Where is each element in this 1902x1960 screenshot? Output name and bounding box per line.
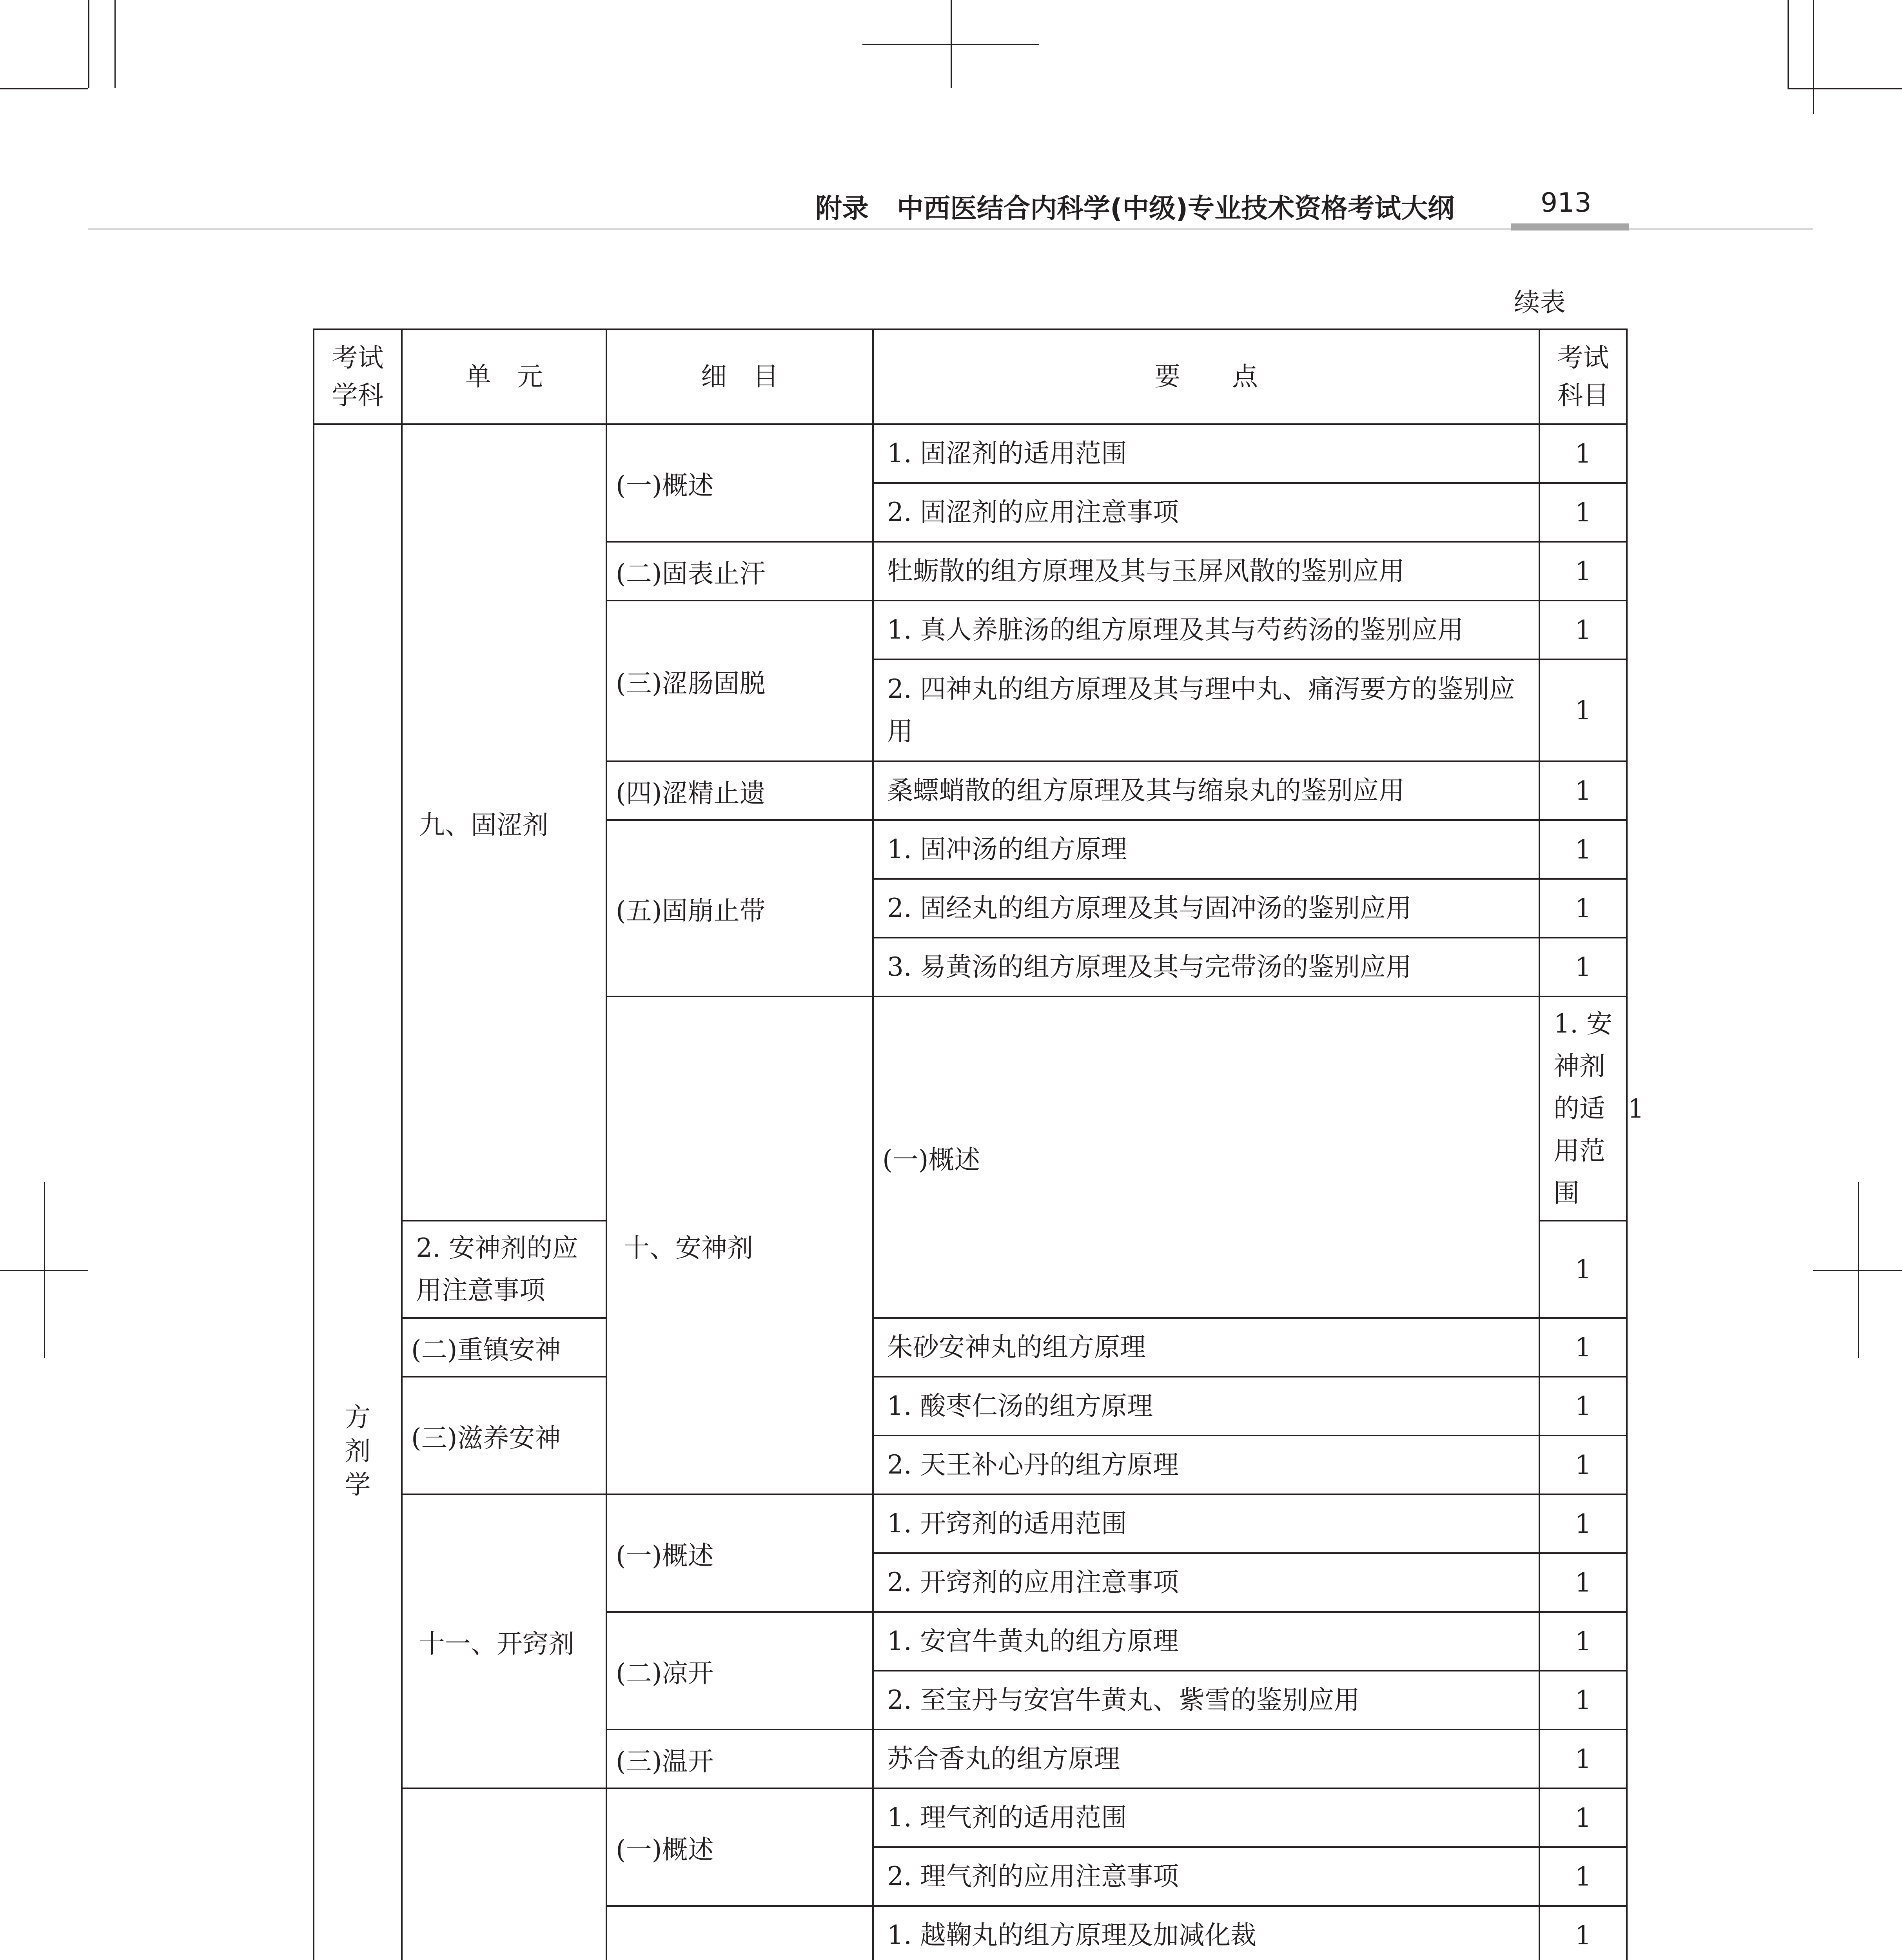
point-cell: 1. 安神剂的适用范围 <box>1539 996 1627 1221</box>
header-level: 考试科目 <box>1539 329 1627 424</box>
level-cell: 1 <box>1539 1377 1627 1436</box>
detail-cell: (五)固崩止带 <box>606 820 873 996</box>
point-cell: 2. 天王补心丹的组方原理 <box>873 1436 1539 1494</box>
level-cell: 1 <box>1539 879 1627 938</box>
unit-cell: 九、固涩剂 <box>402 424 606 1221</box>
header-rule-accent <box>1511 223 1629 230</box>
table-header-row <box>314 329 1627 424</box>
level-cell: 1 <box>1539 1553 1627 1612</box>
level-cell: 1 <box>1539 1494 1627 1553</box>
detail-cell: (四)涩精止遗 <box>606 761 873 820</box>
detail-cell: (二)凉开 <box>606 1612 873 1730</box>
level-cell: 1 <box>1539 761 1627 820</box>
detail-cell: (一)概述 <box>606 1788 873 1906</box>
level-cell: 1 <box>1539 1612 1627 1671</box>
subject-text: 方剂学 <box>345 1402 371 1500</box>
detail-cell: (二)固表止汗 <box>606 542 873 601</box>
book-title: 中西医结合内科学(中级)专业技术资格考试大纲 <box>897 193 1455 224</box>
continued-label: 续表 <box>1514 287 1566 318</box>
header-detail: 细 目 <box>606 329 873 424</box>
running-header <box>815 187 1454 225</box>
detail-cell: (一)概述 <box>873 996 1539 1318</box>
table-row <box>314 424 1627 483</box>
point-cell: 2. 固经丸的组方原理及其与固冲汤的鉴别应用 <box>873 879 1539 938</box>
unit-cell: 十、安神剂 <box>606 996 873 1494</box>
point-cell: 1. 酸枣仁汤的组方原理 <box>873 1377 1539 1436</box>
level-cell: 1 <box>1539 1906 1627 1960</box>
detail-cell: (三)涩肠固脱 <box>606 601 873 761</box>
point-cell: 2. 开窍剂的应用注意事项 <box>873 1553 1539 1612</box>
table-row <box>314 1318 1627 1377</box>
header-unit: 单 元 <box>402 329 606 424</box>
crop-mark-top-left-h <box>0 88 88 89</box>
detail-cell: (一)概述 <box>606 1494 873 1612</box>
crop-mark-left-center-v <box>44 1182 45 1358</box>
page-number: 913 <box>1541 187 1592 218</box>
syllabus-table <box>313 328 1644 1960</box>
point-cell: 1. 固涩剂的适用范围 <box>873 424 1539 483</box>
detail-cell: (三)滋养安神 <box>402 1377 606 1494</box>
table-row: 十、安神剂 (一)概述 1. 安神剂的适用范围 1 <box>314 996 1627 1221</box>
crop-mark-top-right-v <box>1788 0 1789 88</box>
unit-cell <box>402 1788 606 1960</box>
level-cell: 1 <box>1539 424 1627 483</box>
level-cell: 1 <box>1539 601 1627 659</box>
detail-cell <box>606 1906 873 1960</box>
level-cell: 1 <box>1539 938 1627 996</box>
crop-mark-top-center-v <box>951 0 952 88</box>
point-cell: 1. 开窍剂的适用范围 <box>873 1494 1539 1553</box>
crop-mark-top-left-v2 <box>114 0 116 88</box>
crop-mark-top-left-v <box>88 0 89 88</box>
header-point: 要 点 <box>873 329 1539 424</box>
crop-mark-right-center-v <box>1858 1182 1859 1358</box>
point-cell: 1. 理气剂的适用范围 <box>873 1788 1539 1847</box>
level-cell: 1 <box>1539 1436 1627 1494</box>
point-cell: 牡蛎散的组方原理及其与玉屏风散的鉴别应用 <box>873 542 1539 601</box>
level-cell: 1 <box>1539 820 1627 879</box>
table-row <box>314 1377 1627 1436</box>
detail-cell: (二)重镇安神 <box>402 1318 606 1377</box>
table-row <box>314 1788 1627 1847</box>
detail-cell: (一)概述 <box>606 424 873 542</box>
point-cell: 苏合香丸的组方原理 <box>873 1730 1539 1788</box>
level-cell: 1 <box>1539 1671 1627 1730</box>
level-cell: 1 <box>1539 542 1627 601</box>
crop-mark-top-right-h <box>1788 88 1902 89</box>
point-cell: 1. 固冲汤的组方原理 <box>873 820 1539 879</box>
crop-mark-right-center-h <box>1813 1270 1902 1271</box>
detail-cell: (三)温开 <box>606 1730 873 1788</box>
point-cell: 2. 四神丸的组方原理及其与理中丸、痛泻要方的鉴别应用 <box>873 659 1539 761</box>
point-cell: 桑螵蛸散的组方原理及其与缩泉丸的鉴别应用 <box>873 761 1539 820</box>
level-cell: 1 <box>1539 1221 1627 1318</box>
point-cell: 3. 易黄汤的组方原理及其与完带汤的鉴别应用 <box>873 938 1539 996</box>
level-cell: 1 <box>1539 483 1627 542</box>
point-cell: 2. 理气剂的应用注意事项 <box>873 1847 1539 1906</box>
point-cell: 1. 安宫牛黄丸的组方原理 <box>873 1612 1539 1671</box>
level-cell: 1 <box>1539 1847 1627 1906</box>
table-row <box>314 1494 1627 1553</box>
point-cell: 1. 真人养脏汤的组方原理及其与芍药汤的鉴别应用 <box>873 601 1539 659</box>
point-cell: 朱砂安神丸的组方原理 <box>873 1318 1539 1377</box>
level-cell: 1 <box>1539 1730 1627 1788</box>
level-cell: 1 <box>1539 659 1627 761</box>
unit-cell: 十一、开窍剂 <box>402 1494 606 1788</box>
crop-mark-top-right-v2 <box>1813 0 1814 114</box>
point-cell: 1. 越鞠丸的组方原理及加减化裁 <box>873 1906 1539 1960</box>
subject-cell <box>314 424 402 1960</box>
point-cell: 2. 安神剂的应用注意事项 <box>402 1221 606 1318</box>
level-cell: 1 <box>1539 1788 1627 1847</box>
level-cell: 1 <box>1539 1318 1627 1377</box>
header-subject: 考试学科 <box>314 329 402 424</box>
point-cell: 2. 固涩剂的应用注意事项 <box>873 483 1539 542</box>
appendix-label: 附录 <box>815 193 869 224</box>
point-cell: 2. 至宝丹与安宫牛黄丸、紫雪的鉴别应用 <box>873 1671 1539 1730</box>
